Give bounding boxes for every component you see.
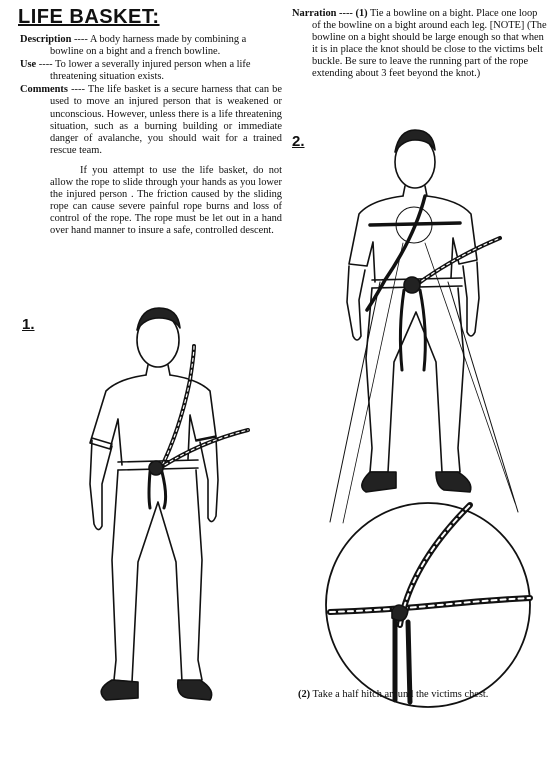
use-label: Use [20, 59, 37, 71]
figure-1-number: 1. [22, 316, 35, 333]
narration-step: (1) [355, 8, 368, 19]
figure-2-number: 2. [292, 133, 305, 150]
caption-text: Take a half hitch around the victims chest. [312, 689, 489, 700]
description-label: Description [20, 34, 72, 45]
description-sep: ---- [71, 34, 90, 45]
narration-text: Tie a bowline on a bight. Place one loop of the bowline on a bight around each leg. [NOTE] (The bowline on a bight should be large enough so that when it is in place the knot should be close to the victims belt buckle. Be sure to leave the running part of the rope extending about 3 feet beyond the knot.) [312, 8, 547, 80]
use-sep: ---- [36, 59, 56, 71]
description-text: A body harness made by combining a bowline on a bight and a french bowline. [50, 34, 247, 58]
figure-2-caption [298, 689, 553, 700]
caption-step: (2) [298, 689, 311, 700]
narration-label: Narration [292, 8, 337, 19]
comments-sep: ---- [67, 84, 88, 96]
narration-sep: ---- [336, 8, 356, 19]
page-title: LIFE BASKET: [18, 6, 160, 28]
comments-label: Comments [20, 84, 68, 96]
use-text: To lower a severally injured person when a life threatening situation exists. [50, 59, 251, 83]
comments-paragraph-2: If you attempt to use the life basket, do not allow the rope to slide through your hands as you lower the injured person . The friction caused by the sliding rope can cause severe painful rope burns and loss of control of the rope. The rope must be let out in a hand over hand manner to insure a safe, controlled descent. [50, 164, 282, 237]
comments-text: The life basket is a secure harness that can be used to move an injured person that is weakened or unconscious. However, unless there is a life threatening situation, such as a burning building or immediate danger of avalanche, you should wait for a trained rescue team. [50, 84, 282, 156]
